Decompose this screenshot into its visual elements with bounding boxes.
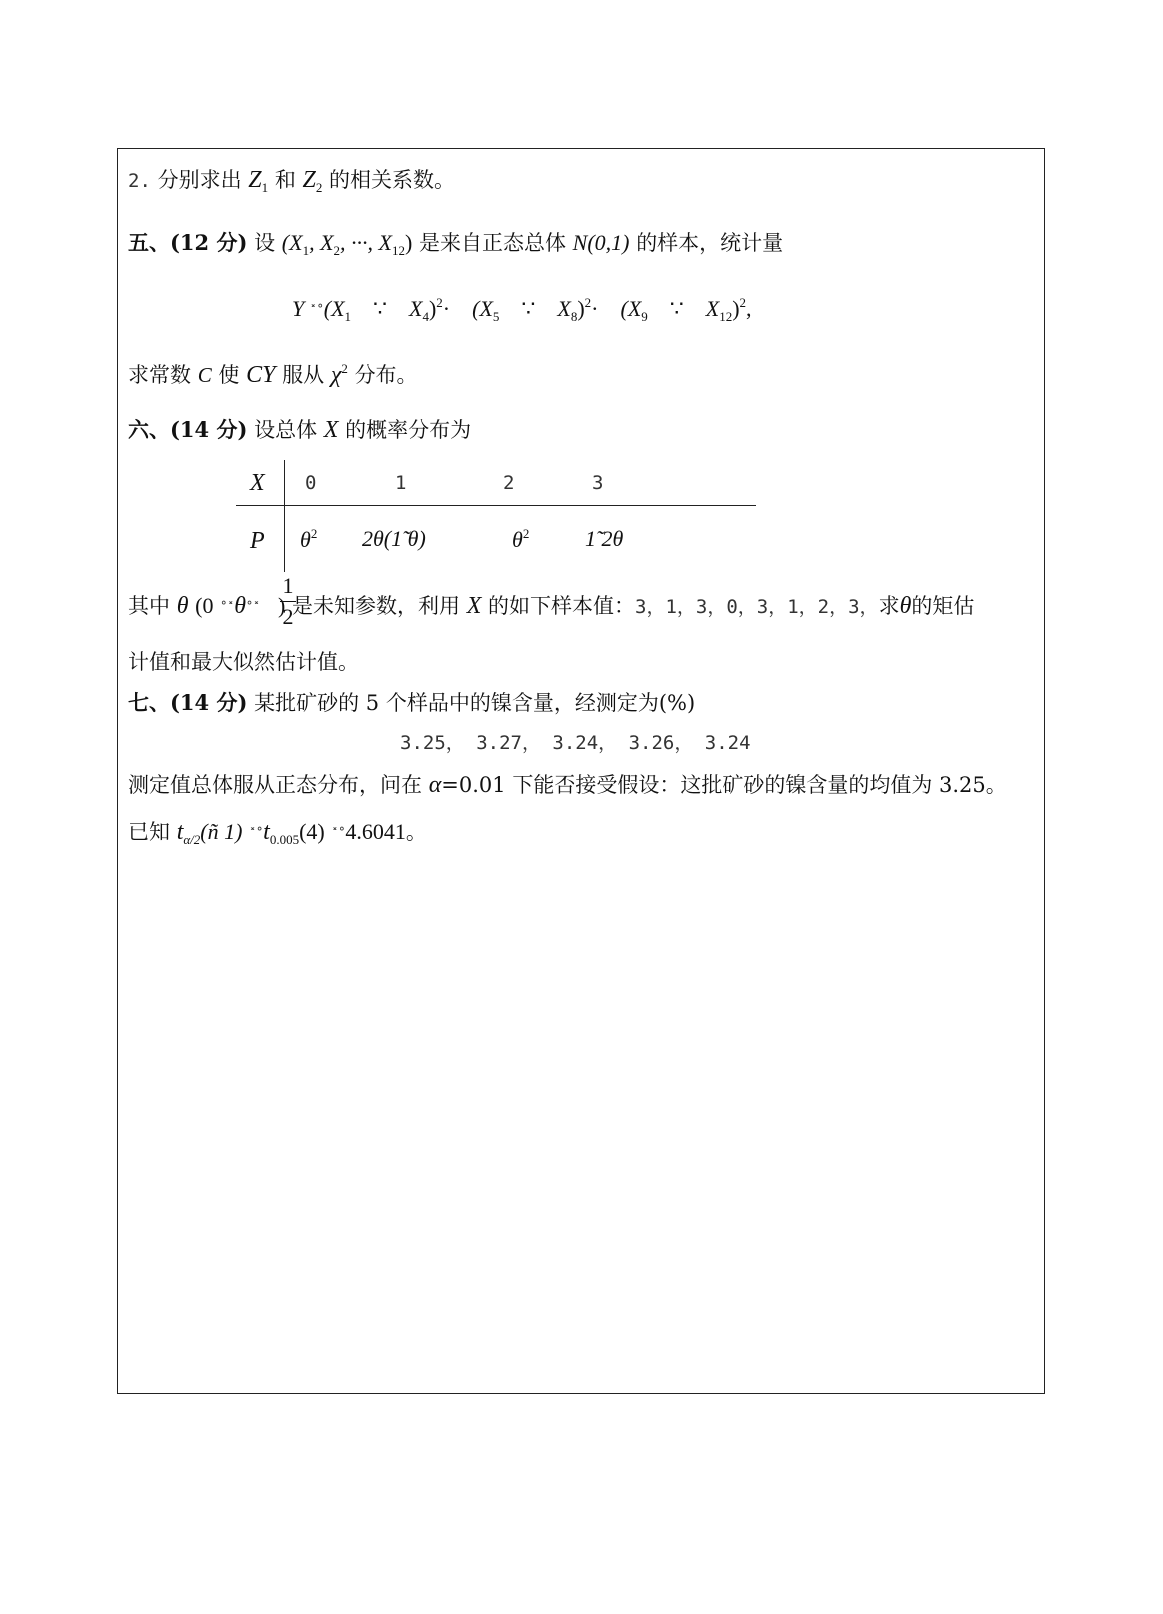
table-p-value: 1̃ 2θ — [585, 526, 624, 551]
chi-symbol: χ — [330, 362, 342, 388]
t: , — [746, 296, 752, 321]
eq-glyph: ˟˚ — [309, 304, 324, 320]
t: ) — [277, 593, 286, 618]
sub: 12 — [391, 243, 405, 258]
q7-statement — [128, 692, 695, 714]
item-number: 2. — [128, 170, 151, 192]
q6-condition — [128, 594, 974, 618]
t: (X — [323, 296, 345, 321]
var-x: X — [466, 593, 482, 619]
var-c: C — [197, 363, 212, 387]
q5-formula — [292, 296, 752, 323]
var-x: X — [323, 417, 339, 443]
t: (0 — [195, 593, 214, 618]
table-x-value: 1 — [395, 472, 407, 494]
text: 服从 — [282, 363, 325, 387]
text: 设总体 — [254, 418, 318, 442]
rel-glyph: ˚˟ — [245, 601, 260, 617]
t: X — [705, 296, 720, 321]
table-row-label-x: X — [250, 470, 265, 496]
sample-values: 3，1，3，0，3，1，2，3， — [635, 596, 879, 618]
var-theta: θ — [176, 593, 189, 619]
sub: 8 — [570, 309, 578, 324]
eq-glyph: ˟˚ — [249, 827, 264, 843]
q5-statement — [128, 232, 783, 257]
var-z1: Z — [248, 167, 262, 193]
t: θ — [234, 593, 246, 619]
frac-den: 2 — [282, 604, 294, 629]
t: (X — [620, 296, 642, 321]
text: 某批矿砂的 5 个样品中的镍含量，经测定为(%) — [254, 691, 696, 715]
text: 分别求出 — [157, 168, 242, 192]
t: ∵ — [521, 296, 536, 321]
var-cy: CY — [246, 362, 276, 388]
q7-values: 3.25， 3.27， 3.24， 3.26， 3.24 — [400, 732, 751, 754]
sub: 2 — [333, 243, 341, 258]
t: X — [557, 296, 571, 321]
var-t: t — [263, 819, 270, 845]
t: , ···, X — [340, 230, 392, 255]
q6-label: 六、(14 分) — [128, 417, 248, 442]
q7-label: 七、(14 分) — [128, 690, 248, 715]
sub: 12 — [719, 309, 733, 324]
q5-label: 五、(12 分) — [128, 230, 248, 255]
table-p-value: 2θ(1̃ θ) — [362, 526, 426, 551]
eq-glyph: ˟˚ — [331, 827, 346, 843]
table-x-value: 3 — [592, 472, 604, 494]
q7-question — [128, 773, 1007, 797]
text: 测定值总体服从正态分布，问在 — [128, 773, 422, 797]
page-border — [117, 148, 1045, 1394]
t: θ — [300, 527, 311, 552]
line-correlation — [128, 168, 455, 194]
table-rule-horizontal — [236, 505, 756, 506]
text: 是未知参数，利用 — [292, 594, 460, 618]
t: ∵ — [669, 296, 684, 321]
t: (X — [472, 296, 493, 321]
text: 求常数 — [128, 363, 191, 387]
fraction-half — [277, 573, 296, 630]
text: 分布。 — [354, 363, 418, 387]
table-rule-vertical — [284, 460, 285, 572]
sup: 2 — [341, 361, 348, 376]
q5-question — [128, 362, 418, 387]
sub: 9 — [641, 309, 648, 324]
sub: 1 — [302, 243, 310, 258]
rel-glyph: ˚˟ — [220, 601, 235, 617]
table-x-value: 2 — [503, 472, 515, 494]
t: (X — [281, 230, 303, 255]
q6-statement — [128, 418, 471, 442]
text: 的概率分布为 — [345, 418, 472, 442]
text: 是来自正态总体 — [418, 231, 566, 255]
t: X — [409, 296, 423, 321]
var-alpha: α — [428, 772, 442, 798]
sample-set — [281, 230, 413, 258]
t: (4) — [299, 819, 325, 844]
var-y: Y — [292, 296, 305, 321]
q6-ask — [128, 652, 359, 673]
sup: 2 — [739, 295, 747, 310]
sub: 1 — [344, 309, 352, 324]
sub: 1 — [261, 180, 269, 195]
table-row-label-p: P — [250, 528, 265, 554]
t: ) — [428, 296, 437, 321]
var-theta: θ — [899, 593, 912, 619]
text: 的样本，统计量 — [636, 231, 784, 255]
sub: 0.005 — [269, 832, 300, 847]
t: ) — [577, 296, 585, 321]
text: 求 — [878, 594, 900, 618]
frac-num: 1 — [282, 573, 294, 598]
frac-bar — [280, 601, 296, 602]
text: 设 — [254, 231, 276, 255]
t: , X — [309, 230, 334, 255]
text: 的矩估 — [911, 594, 975, 618]
t-value: 4.6041 — [345, 819, 406, 844]
t: · — [442, 296, 451, 321]
text: 的相关系数。 — [329, 168, 456, 192]
text: 其中 — [128, 594, 170, 618]
table-x-value: 0 — [305, 472, 317, 494]
t: ) — [404, 230, 413, 255]
text: =0.01 下能否接受假设：这批矿砂的镍含量的均值为 3.25。 — [441, 773, 1007, 797]
sub: α/2 — [183, 832, 201, 847]
t: ) — [732, 296, 740, 321]
sub: 5 — [492, 309, 500, 324]
t: (ñ 1) — [200, 819, 243, 844]
table-p-value — [300, 526, 317, 553]
q7-given — [128, 820, 427, 846]
t: · — [591, 296, 599, 321]
var-z2: Z — [302, 167, 316, 193]
table-p-value — [512, 526, 529, 553]
t: ∵ — [373, 296, 388, 321]
text: 使 — [218, 363, 240, 387]
sup: 2 — [436, 295, 443, 310]
text: 计值和最大似然估计值。 — [128, 650, 359, 674]
sup: 2 — [584, 295, 592, 310]
t: 。 — [405, 820, 427, 844]
sup: 2 — [310, 526, 318, 541]
t: θ — [512, 527, 523, 552]
text: 和 — [274, 168, 296, 192]
text: 的如下样本值： — [488, 594, 636, 618]
normal-dist: N(0,1) — [572, 230, 630, 255]
sub: 4 — [422, 309, 429, 324]
var-t: t — [176, 819, 184, 845]
sup: 2 — [522, 526, 530, 541]
text: 已知 — [128, 820, 170, 844]
sub: 2 — [315, 180, 323, 195]
